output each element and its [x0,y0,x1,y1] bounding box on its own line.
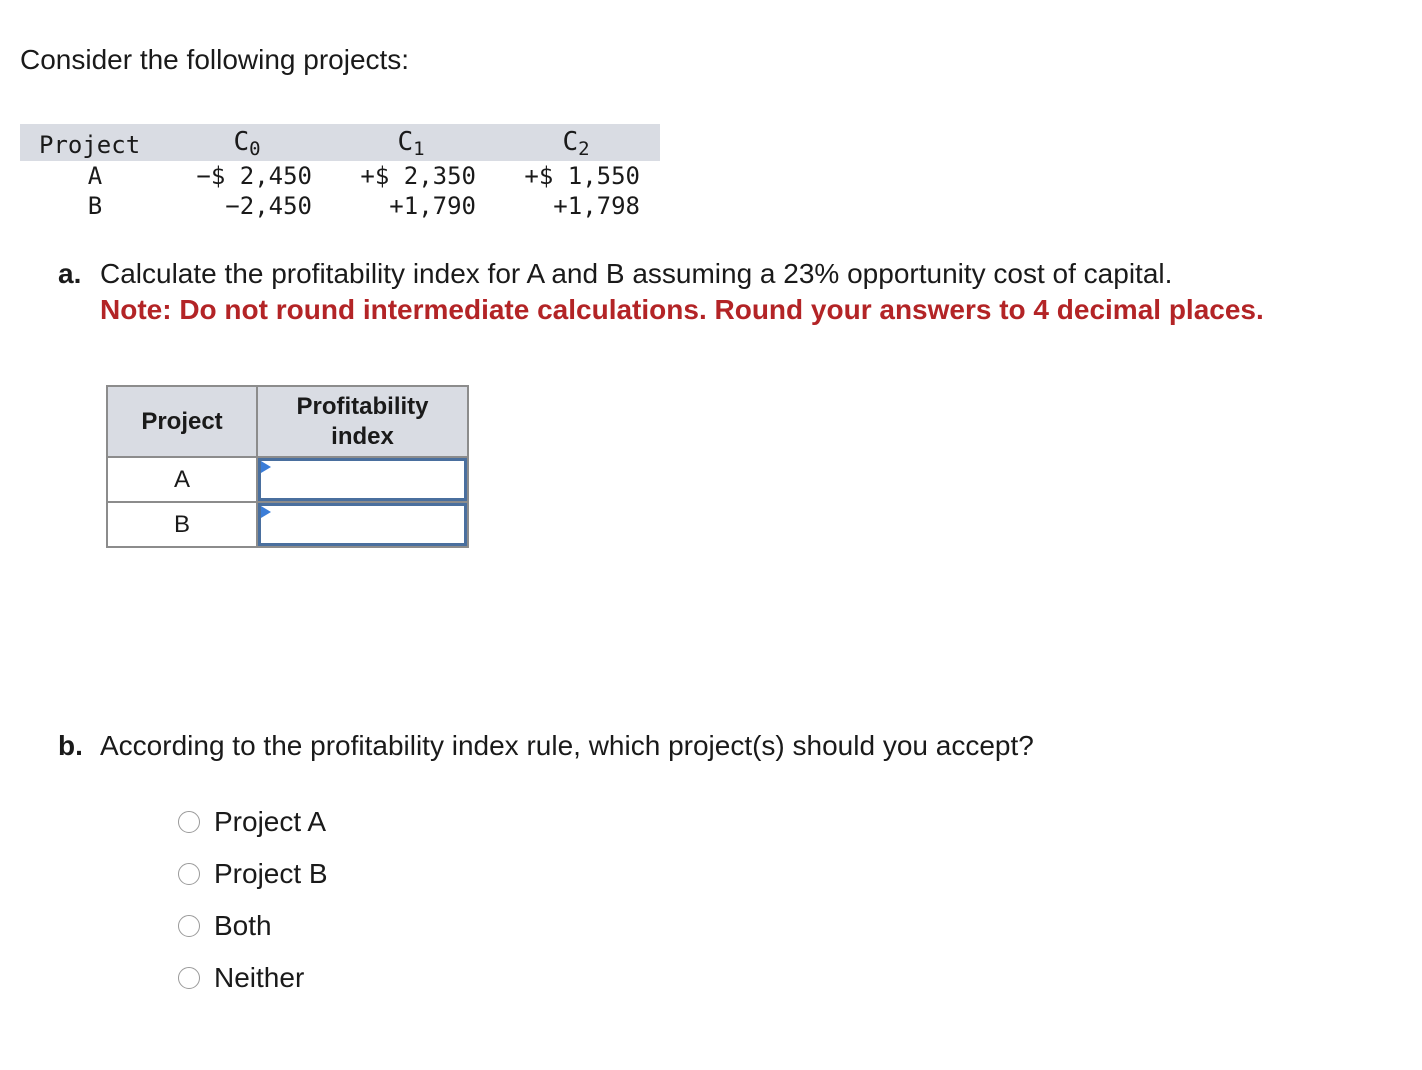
cashflow-header-c2: $C_2$ [562,127,590,160]
cashflow-row-a-c0: −$ 2,450 [196,162,312,190]
option-both[interactable] [178,909,272,943]
cashflow-row-a-c1: +$ 2,350 [360,162,476,190]
profitability-index-a-input[interactable] [258,458,467,501]
part-b-question: According to the profitability index rule, which project(s) should you accept? [100,730,1034,761]
answer-header-profitability-index: Profitability index [257,386,468,457]
answer-row-a-project: A [107,457,257,502]
answer-header-project: Project [107,386,257,457]
radio-button[interactable] [178,915,200,937]
cashflow-row-a-project: A [87,162,103,190]
input-flag-icon [261,506,271,518]
profitability-index-b-input[interactable] [258,503,467,546]
option-label: Project A [214,806,327,837]
option-neither[interactable] [178,961,304,995]
radio-button[interactable] [178,863,200,885]
option-label: Neither [214,962,305,993]
option-project-b[interactable] [178,857,328,891]
option-label: Both [214,910,272,941]
part-b-letter: b. [58,730,83,761]
answer-row-b-cell [257,502,468,547]
option-project-a[interactable] [178,805,326,839]
radio-button[interactable] [178,967,200,989]
answer-row-b-project: B [107,502,257,547]
answer-table [106,385,469,548]
cashflow-row-b-project: B [87,192,103,220]
radio-button[interactable] [178,811,200,833]
part-a-note: Note: Do not round intermediate calculations. Round your answers to 4 decimal places. [100,294,1264,325]
cashflow-row-b-c1: +1,790 [389,192,476,220]
input-flag-icon [261,461,271,473]
cashflow-row-b-c2: +1,798 [553,192,640,220]
option-label: Project B [214,858,328,889]
intro-text: Consider the following projects: [20,44,410,75]
cashflow-row-b-c0: −2,450 [225,192,312,220]
cashflow-header-c0: $C_0$ [233,127,261,160]
answer-row-a-cell [257,457,468,502]
part-a-letter: a. [58,258,82,289]
cashflow-header-c1: $C_1$ [397,127,425,160]
part-a-question: Calculate the profitability index for A and B assuming a 23% opportunity cost of capital. [100,258,1173,289]
cashflow-header-project: Project [39,131,141,159]
cashflow-row-a-c2: +$ 1,550 [524,162,640,190]
